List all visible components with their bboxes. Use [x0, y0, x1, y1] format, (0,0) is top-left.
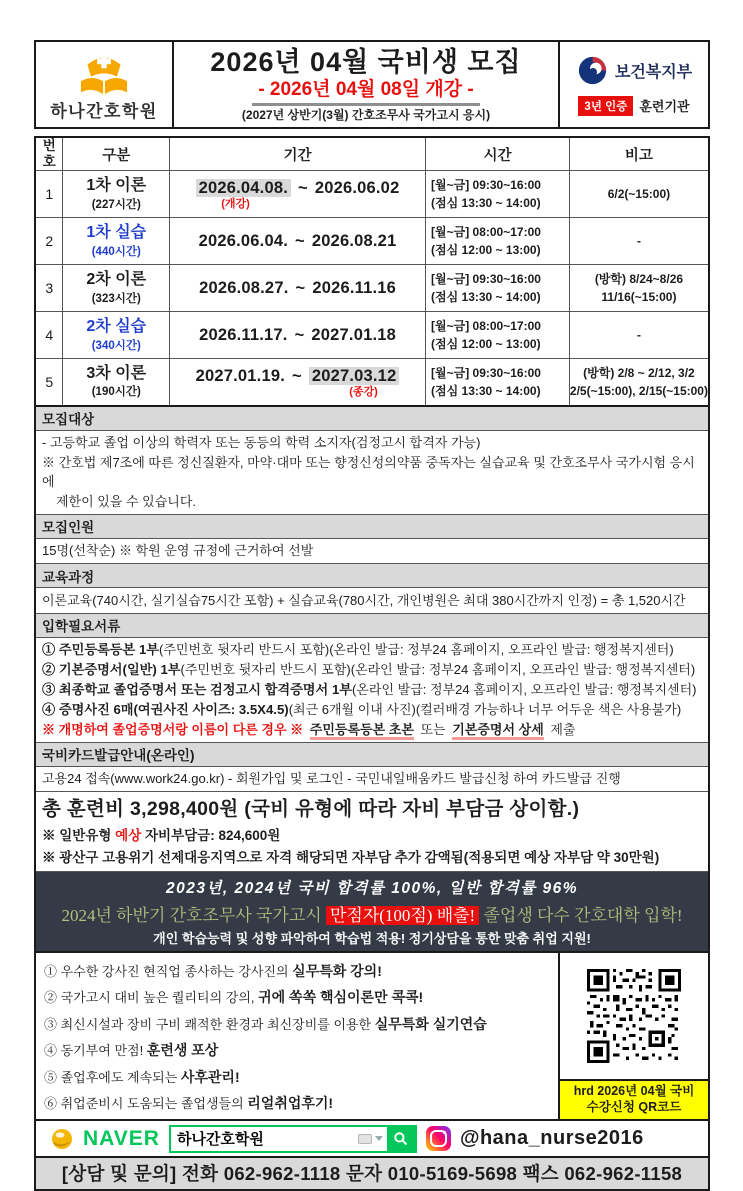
- course-hours: (340시간): [91, 339, 141, 352]
- course-hours: (440시간): [91, 245, 141, 258]
- nurse-cap-book-icon: [72, 48, 136, 96]
- list-item: ⑤ 졸업후에도 계속되는 사후관리!: [44, 1068, 240, 1085]
- col-header-number: 번호: [35, 137, 63, 171]
- course-period: 2026.06.04. ~ 2026.08.21: [198, 231, 397, 250]
- features-section: [36, 951, 708, 1120]
- course-remark: 6/2(~15:00): [569, 171, 709, 218]
- table-header-row: [35, 137, 709, 171]
- course-name: 2차 실습: [86, 318, 147, 336]
- course-hours: (227시간): [91, 198, 141, 211]
- search-sns-row: [36, 1119, 708, 1156]
- course-name: 1차 이론: [86, 177, 147, 195]
- section-target-content: - 고등학교 졸업 이상의 학력자 또는 동등의 학력 소지자(검정고시 합격자 가능) ※ 간호법 제7조에 따른 정신질환자, 마약·대마 또는 향정신성의약품 중독자는 실습교육 및 간호조무사 국가시험 응시에 제한이 있을 수 있습니다.: [36, 430, 708, 514]
- course-time: [월~금] 08:00~17:00 (점심 12:00 ~ 13:00): [426, 218, 570, 265]
- section-header-target: 모집대상: [36, 407, 708, 430]
- list-item: ① 우수한 강사진 현직업 종사하는 강사진의 실무특화 강의!: [44, 962, 382, 979]
- section-count-content: 15명(선착순) ※ 학원 운영 규정에 근거하여 선발: [36, 538, 708, 564]
- list-item: ⑥ 취업준비시 도움되는 졸업생들의 리얼취업후기!: [44, 1095, 334, 1112]
- course-period: 2027.01.19. ~ 2027.03.12: [170, 367, 425, 386]
- course-name: 1차 실습: [86, 224, 147, 242]
- instagram-icon: [426, 1126, 451, 1151]
- discount-line: ※ 광산구 고용위기 선제대응지역으로 자격 해당되면 자부담 추가 감액됨(적용되면 예상 자부담 약 30만원): [42, 850, 660, 866]
- document-item: ① 주민등록등본 1부(주민번호 뒷자리 반드시 포함)(온라인 발급: 정부24 홈페이지, 오프라인 발급: 행정복지센터): [42, 642, 674, 658]
- list-item: ④ 동기부여 만점! 훈련생 포상: [44, 1042, 219, 1059]
- document-item: ③ 최종학교 졸업증명서 또는 검정고시 합격증명서 1부(온라인 발급: 정부24 홈페이지, 오프라인 발급: 행정복지센터): [42, 681, 697, 697]
- qr-label: hrd 2026년 04월 국비 수강신청 QR코드: [560, 1079, 708, 1120]
- self-pay-line: ※ 일반유형 예상 자비부담금: 824,600원: [42, 827, 281, 843]
- pass-rate-line: 2023년, 2024년 국비 합격률 100%, 일반 합격률 96%: [165, 879, 579, 897]
- course-remark: -: [569, 312, 709, 359]
- course-time: [월~금] 08:00~17:00 (점심 12:00 ~ 13:00): [426, 312, 570, 359]
- section-header-card: 국비카드발급안내(온라인): [36, 742, 708, 766]
- academy-name: 하나간호학원: [50, 101, 158, 121]
- exam-note: (2027년 상반기(3월) 간호조무사 국가고시 응시): [241, 107, 491, 122]
- table-row: [35, 218, 709, 265]
- course-time: [월~금] 09:30~16:00 (점심 13:30 ~ 14:00): [426, 265, 570, 312]
- search-icon: [393, 1131, 408, 1146]
- course-period: 2026.04.08. ~ 2026.06.02: [170, 179, 425, 198]
- ministry-name: 보건복지부: [614, 63, 693, 81]
- row-number: 4: [35, 312, 63, 359]
- section-card-content: 고용24 접속(www.work24.go.kr) - 회원가입 및 로그인 - 국민내일배움카드 발급신청 하여 카드발급 진행: [36, 766, 708, 792]
- course-hours: (190시간): [91, 386, 141, 399]
- search-input[interactable]: [171, 1130, 358, 1147]
- section-header-documents: 입학필요서류: [36, 613, 708, 637]
- perfect-score-line: 2024년 하반기 간호조무사 국가고시 만점자(100점) 배출! 졸업생 다수 간호대학 입학!: [61, 905, 683, 925]
- course-period: 2026.11.17. ~ 2027.01.18: [199, 325, 396, 344]
- page-title: 2026년 04월 국비생 모집: [210, 47, 522, 78]
- course-time: [월~금] 09:30~16:00 (점심 13:30 ~ 14:00): [426, 359, 570, 406]
- period-note: (종강): [349, 385, 378, 398]
- col-header-remark: 비고: [569, 137, 709, 171]
- col-header-type: 구분: [63, 137, 170, 171]
- course-name: 3차 이론: [86, 364, 147, 382]
- section-curriculum-content: 이론교육(740시간, 실기실습75시간 포함) + 실습교육(780시간, 개인병원은 최대 380시간까지 인정) = 총 1,520시간: [36, 587, 708, 613]
- course-hours: (323시간): [91, 292, 141, 305]
- start-date-subtitle: - 2026년 04월 08일 개강 -: [252, 79, 479, 105]
- section-header-count: 모집인원: [36, 514, 708, 538]
- naver-swoosh-icon: [50, 1127, 74, 1151]
- course-time: [월~금] 09:30~16:00 (점심 13:30 ~ 14:00): [426, 171, 570, 218]
- ministry-block: [558, 42, 708, 127]
- rename-notice: ※ 개명하여 졸업증명서랑 이름이 다른 경우 ※ 주민등록등본 초본 또는 기본증명서 상세 제출: [42, 720, 702, 740]
- qr-code: [587, 969, 681, 1063]
- col-header-time: 시간: [426, 137, 570, 171]
- flyer-page: [34, 40, 710, 1191]
- row-number: 1: [35, 171, 63, 218]
- certification-badge: 3년 인증: [578, 96, 633, 116]
- section-header-curriculum: 교육과정: [36, 563, 708, 587]
- table-row: [35, 171, 709, 218]
- section-documents-content: [36, 637, 708, 742]
- header-title-block: [174, 42, 558, 127]
- keyboard-icon: [358, 1134, 372, 1144]
- achievement-banner: [36, 871, 708, 951]
- total-fee: 총 훈련비 3,298,400원 (국비 유형에 따라 자비 부담금 상이함.): [42, 797, 580, 820]
- academy-logo: [36, 42, 174, 127]
- course-name: 2차 이론: [86, 271, 147, 289]
- course-remark: (방학) 2/8 ~ 2/12, 3/2 2/5(~15:00), 2/15(~15:00): [569, 359, 709, 406]
- header: [34, 40, 710, 129]
- course-remark: (방학) 8/24~8/26 11/16(~15:00): [569, 265, 709, 312]
- qr-panel: [558, 953, 708, 1120]
- contact-footer: [상담 및 문의] 전화 062-962-1118 문자 010-5169-5698 팩스 062-962-1158: [36, 1156, 708, 1189]
- search-box: [169, 1125, 417, 1153]
- document-item: ② 기본증명서(일반) 1부(주민번호 뒷자리 반드시 포함)(온라인 발급: 정부24 홈페이지, 오프라인 발급: 행정복지센터): [42, 662, 696, 678]
- support-line: 개인 학습능력 및 성향 파악하여 학습법 적용! 정기상담을 통한 맞춤 취업 지원!: [153, 930, 591, 946]
- table-row: [35, 265, 709, 312]
- period-note: (개강): [221, 197, 250, 210]
- fee-block: [36, 791, 708, 871]
- instagram-handle: @hana_nurse2016: [459, 1127, 644, 1150]
- chevron-down-icon: [375, 1136, 383, 1141]
- table-row: [35, 359, 709, 406]
- table-row: [35, 312, 709, 359]
- row-number: 3: [35, 265, 63, 312]
- training-org-label: 훈련기관: [639, 99, 690, 114]
- ministry-emblem-icon: [576, 54, 609, 87]
- course-period: 2026.08.27. ~ 2026.11.16: [199, 278, 396, 297]
- search-button[interactable]: [387, 1125, 415, 1153]
- schedule-table: [34, 136, 710, 407]
- row-number: 5: [35, 359, 63, 406]
- document-item: ④ 증명사진 6매(여권사진 사이즈: 3.5X4.5)(최근 6개월 이내 사진)(컬러배경 가능하나 너무 어두운 색은 사용불가): [42, 701, 682, 717]
- feature-list: [36, 953, 558, 1120]
- row-number: 2: [35, 218, 63, 265]
- course-remark: -: [569, 218, 709, 265]
- col-header-period: 기간: [170, 137, 426, 171]
- naver-logo: NAVER: [83, 1126, 160, 1150]
- info-sections: [34, 407, 710, 1191]
- list-item: ③ 최신시설과 장비 구비 쾌적한 환경과 최신장비를 이용한 실무특화 실기연습: [44, 1015, 487, 1032]
- list-item: ② 국가고시 대비 높은 퀄리티의 강의, 귀에 쏙쏙 핵심이론만 콕콕!: [44, 989, 424, 1006]
